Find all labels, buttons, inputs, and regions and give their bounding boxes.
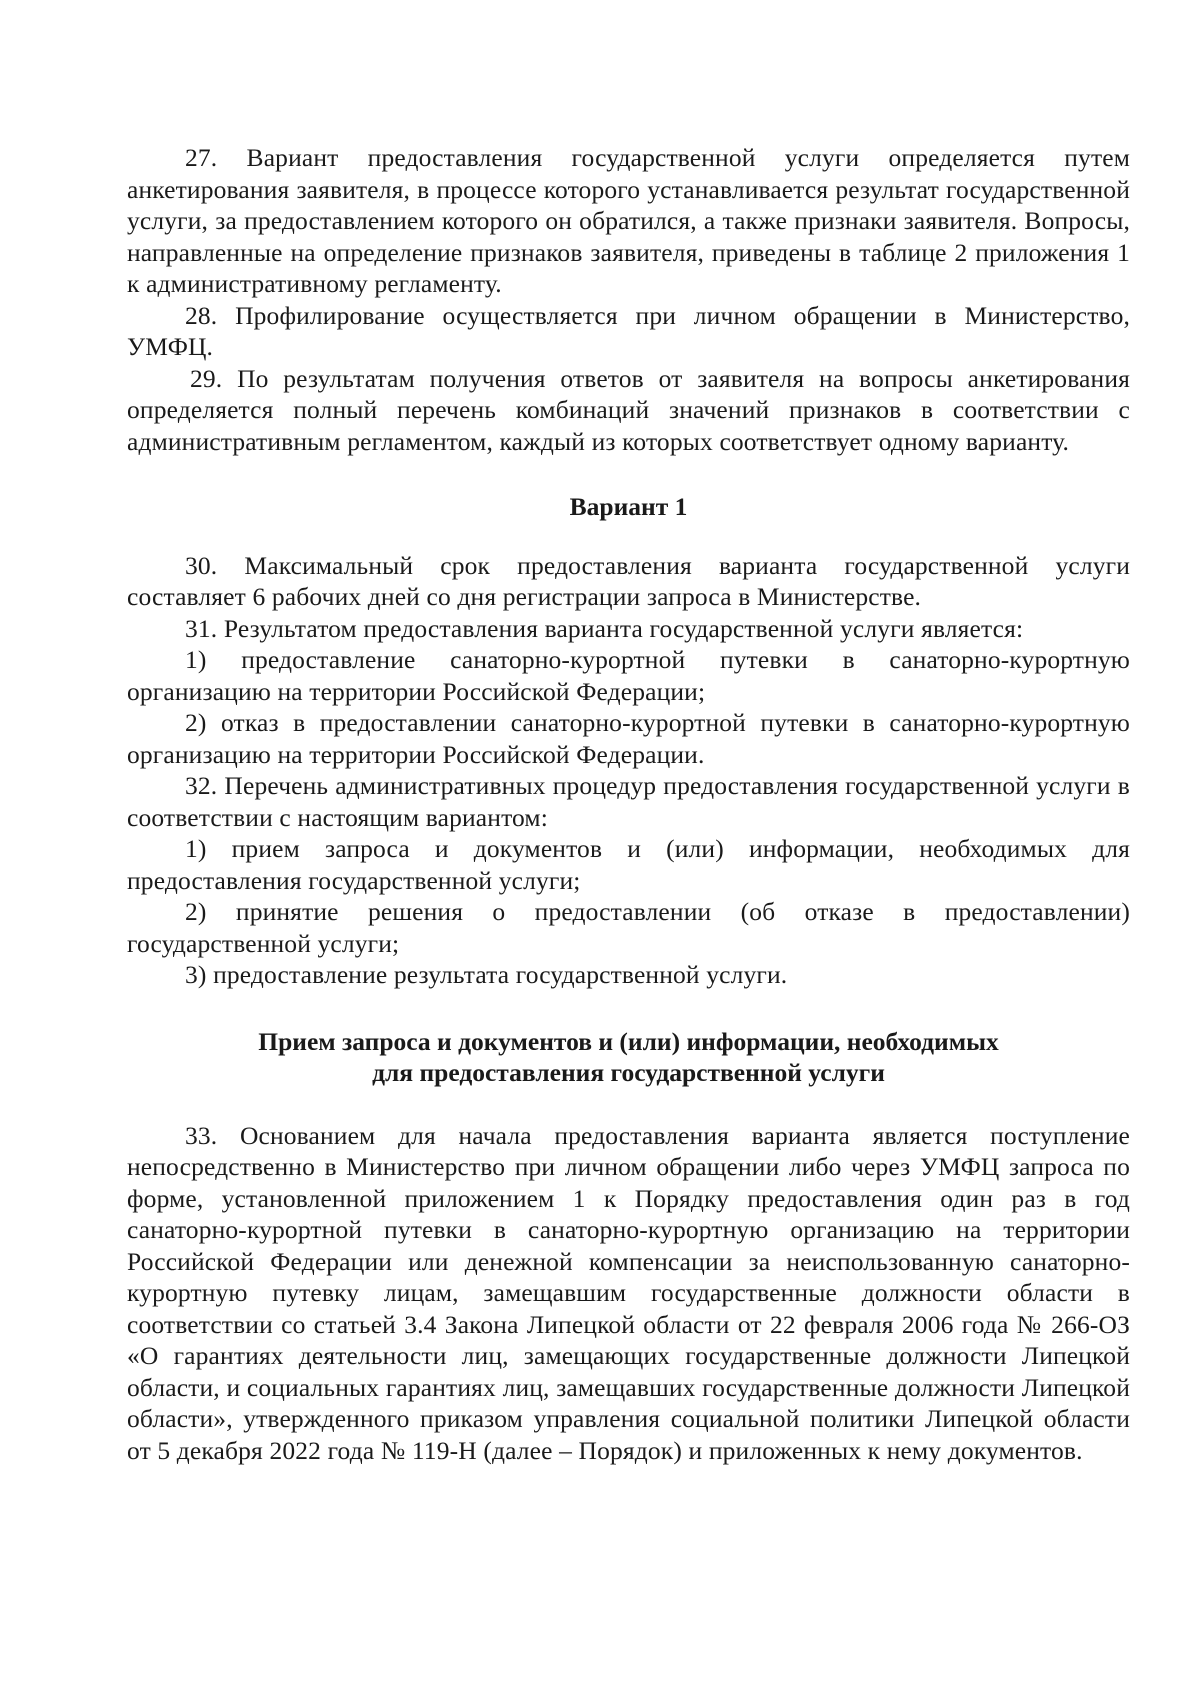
section-heading-line-1: Прием запроса и документов и (или) информации, необходимых	[258, 1026, 999, 1056]
spacer	[127, 523, 1130, 550]
paragraph-31: 31. Результатом предоставления варианта государственной услуги является:	[185, 613, 1024, 643]
paragraph-32: 32. Перечень административных процедур предоставления государственной услуги в соответствии с настоящим вариантом:	[127, 771, 1130, 832]
spacer	[127, 457, 1130, 491]
variant-heading: Вариант 1	[569, 492, 688, 521]
paragraph-31-item-2: 2) отказ в предоставлении санаторно-курортной путевки в санаторно-курортную организацию на территории Российской Федерации.	[127, 708, 1130, 769]
paragraph-31-item-1: 1) предоставление санаторно-курортной путевки в санаторно-курортную организацию на территории Российской Федерации;	[127, 645, 1130, 706]
paragraph-33: 33. Основанием для начала предоставления варианта является поступление непосредственно в Министерство при личном обращении либо через УМФЦ запроса по форме, установленной приложением 1 к Порядку предоставления один раз в год санаторно-курортной путевки в санаторно-курортную организацию на территории Российской Федерации или денежной компенсации за неиспользованную санаторно-курортную путевку лицам, замещавшим государственные должности области в соответствии со статьей 3.4 Закона Липецкой области от 22 февраля 2006 года № 266-ОЗ «О гарантиях деятельности лиц, замещающих государственные должности Липецкой области, и социальных гарантиях лиц, замещавших государственные должности Липецкой области», утвержденного приказом управления социальной политики Липецкой области от 5 декабря 2022 года № 119-Н (далее – Порядок) и приложенных к нему документов.	[127, 1120, 1130, 1465]
paragraph-28: 28. Профилирование осуществляется при личном обращении в Министерство, УМФЦ.	[127, 300, 1130, 361]
paragraph-32-item-1: 1) прием запроса и документов и (или) информации, необходимых для предоставления государственной услуги;	[127, 834, 1130, 895]
document-page	[127, 142, 1130, 1466]
paragraph-30: 30. Максимальный срок предоставления варианта государственной услуги составляет 6 рабочих дней со дня регистрации запроса в Министерстве.	[127, 550, 1130, 611]
spacer	[127, 991, 1130, 1026]
paragraph-32-item-2: 2) принятие решения о предоставлении (об отказе в предоставлении) государственной услуги;	[127, 897, 1130, 958]
paragraph-32-item-3: 3) предоставление результата государственной услуги.	[185, 960, 788, 989]
section-heading	[127, 1026, 1130, 1089]
section-heading-line-2: для предоставления государственной услуги	[372, 1058, 885, 1087]
paragraph-27: 27. Вариант предоставления государственной услуги определяется путем анкетирования заявителя, в процессе которого устанавливается результат государственной услуги, за предоставлением которого он обратился, а также признаки заявителя. Вопросы, направленные на определение признаков заявителя, приведены в таблице 2 приложения 1 к административному регламенту.	[127, 143, 1130, 298]
spacer	[127, 1089, 1130, 1120]
paragraph-29: 29. По результатам получения ответов от заявителя на вопросы анкетирования определяется полный перечень комбинаций значений признаков в соответствии с административным регламентом, каждый из которых соответствует одному варианту.	[127, 363, 1130, 456]
